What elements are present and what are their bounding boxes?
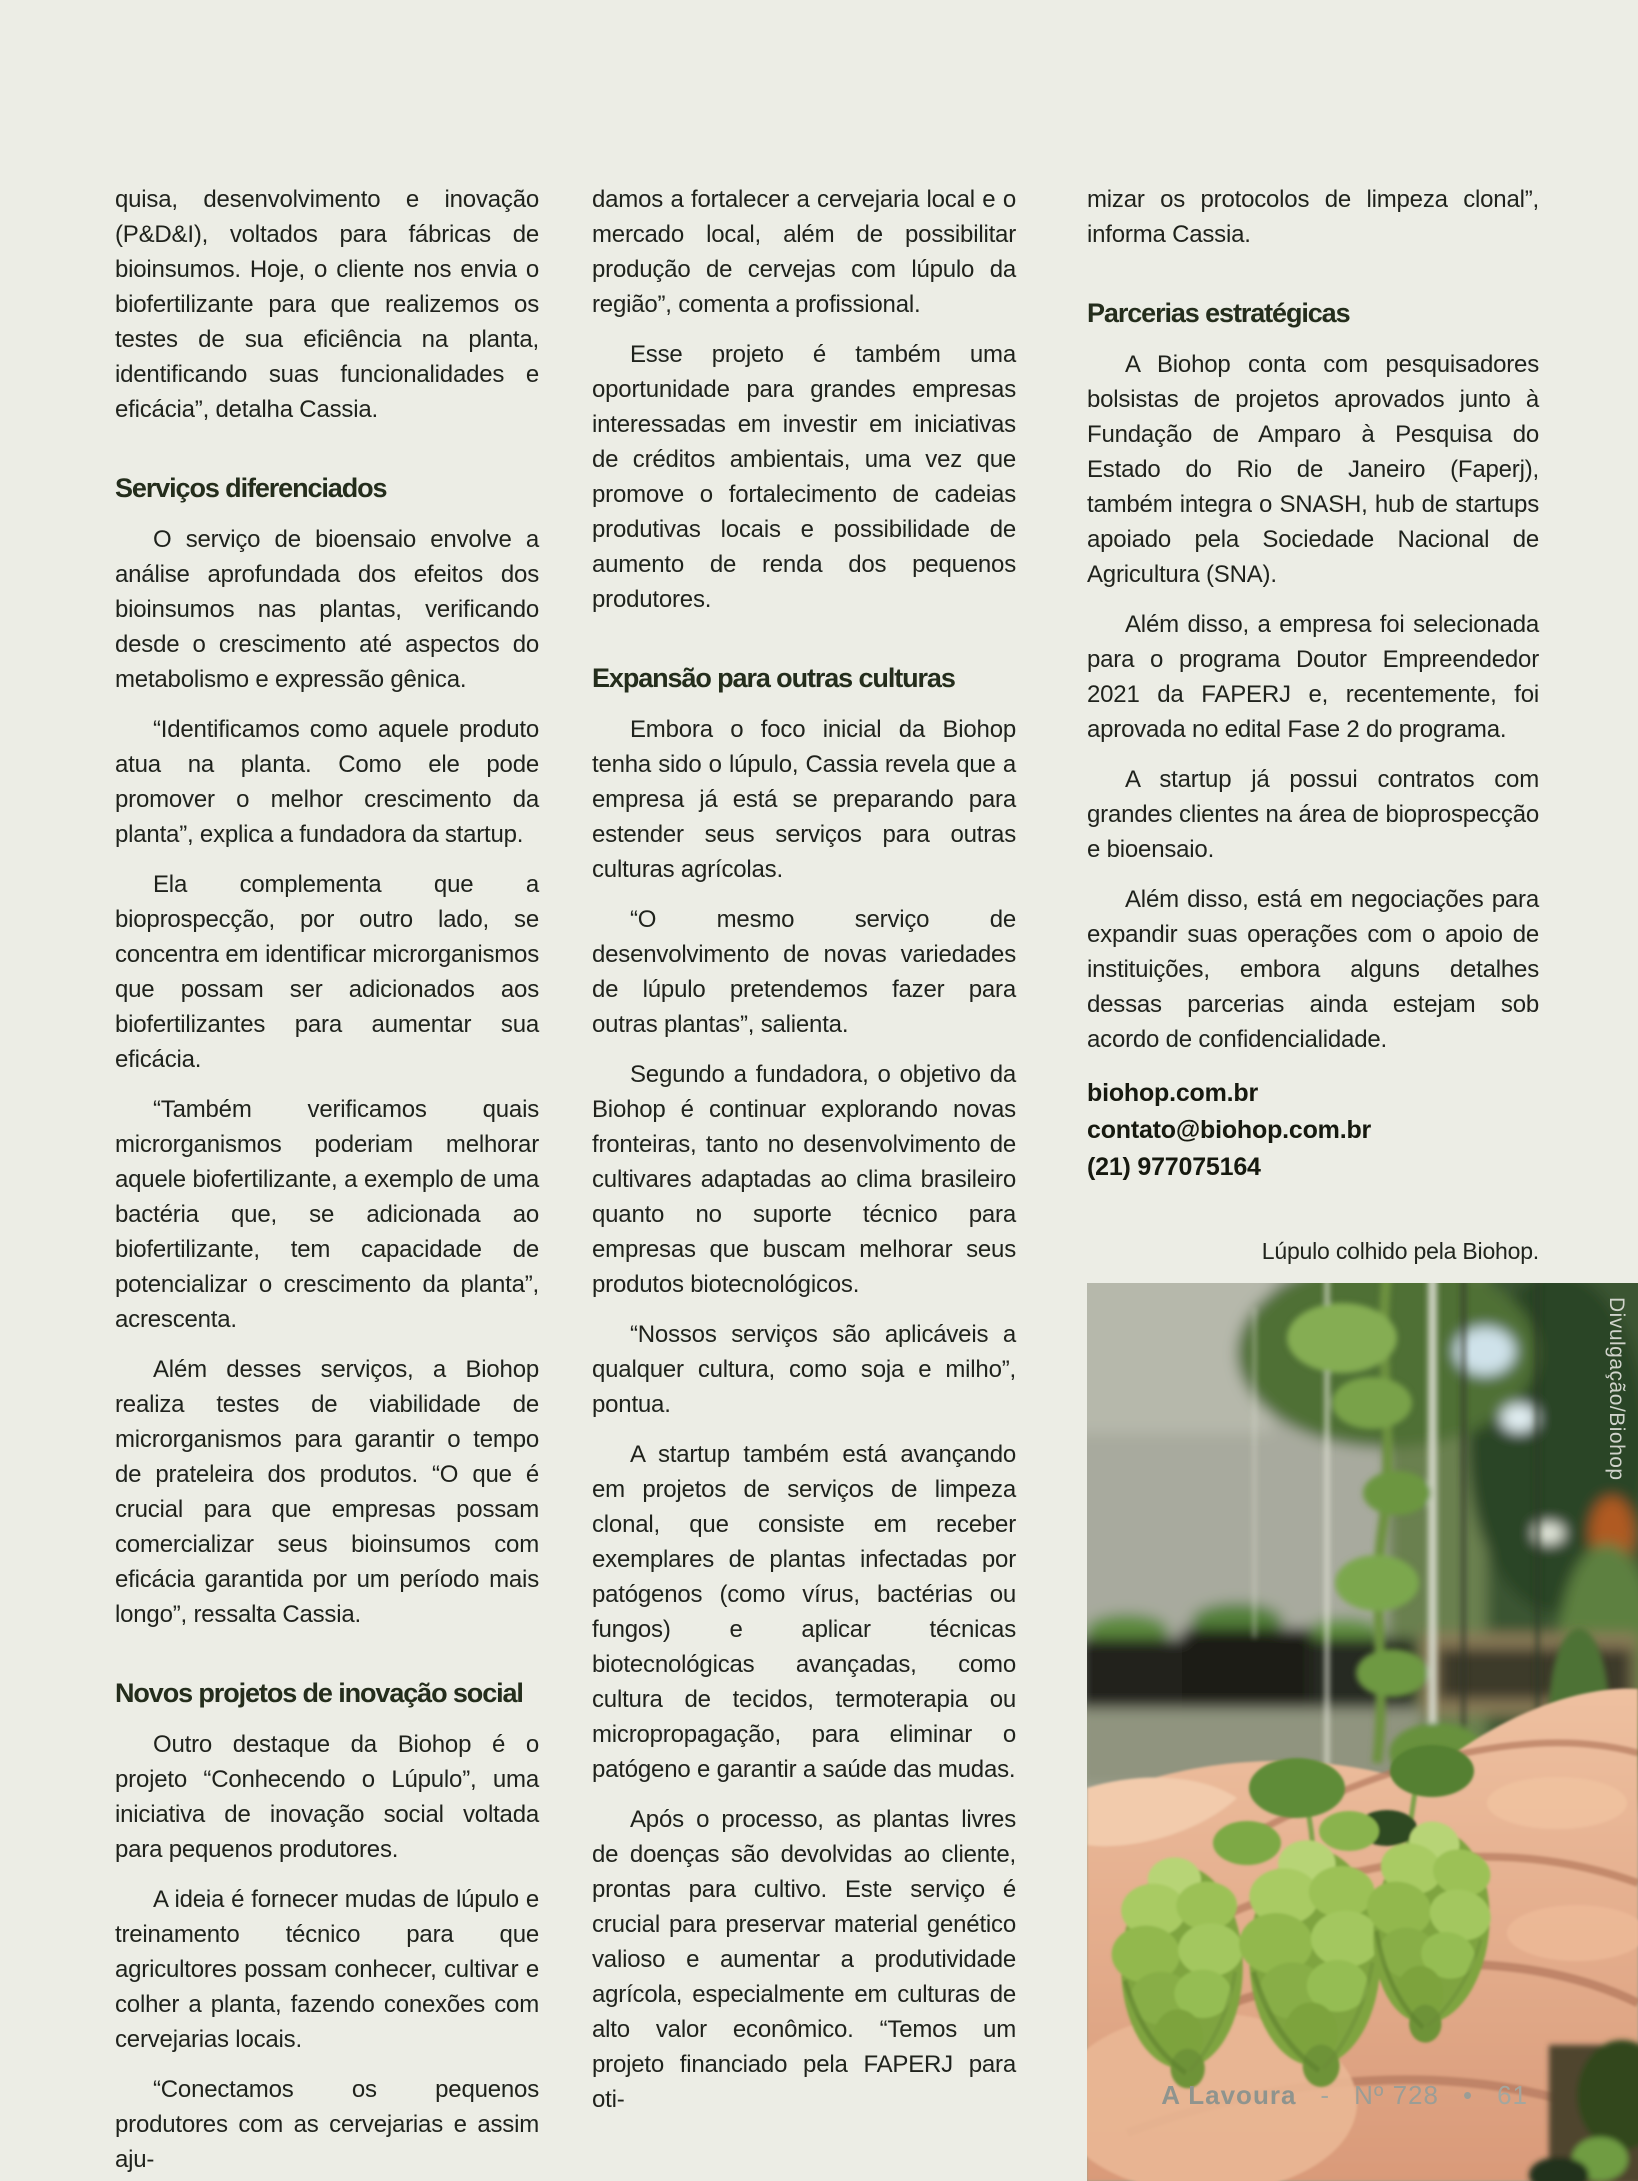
body-paragraph: Além disso, está em negociações para expandir suas operações com o apoio de instituições, embora alguns detalhes dessas parcerias ainda estejam sob acordo de confidencialidade. <box>1087 886 1539 1053</box>
section-heading-expansao: Expansão para outras culturas <box>592 663 955 693</box>
page-number: 61 <box>1497 2080 1528 2110</box>
footer-separator: - <box>1320 2080 1331 2110</box>
body-paragraph: Após o processo, as plantas livres de doenças são devolvidas ao cliente, prontas para cultivo. Este serviço é crucial para preservar material genético valioso e aumentar a produtividade agrícola, especialmente em culturas de alto valor econômico. “Temos um projeto financiado pela FAPERJ para oti- <box>592 1806 1016 2113</box>
body-paragraph: A startup também está avançando em projetos de serviços de limpeza clonal, que consiste em receber exemplares de plantas infectadas por patógenos (como vírus, bactérias ou fungos) e aplicar técnicas biotecnológicas avançadas, como cultura de tecidos, termoterapia ou micropropagação, para eliminar o patógeno e garantir a saúde das mudas. <box>592 1441 1016 1783</box>
body-paragraph: Além disso, a empresa foi selecionada para o programa Doutor Empreendedor 2021 da FAPERJ e, recentemente, foi aprovada no edital Fase 2 do programa. <box>1087 611 1539 743</box>
body-paragraph: mizar os protocolos de limpeza clonal”, informa Cassia. <box>1087 186 1539 248</box>
footer-bullet: • <box>1462 2080 1474 2110</box>
body-paragraph: Esse projeto é também uma oportunidade para grandes empresas interessadas em investir em iniciativas de créditos ambientais, uma vez que promove o fortalecimento de cadeias produtivas locais e possibilidade de aumento de renda dos pequenos produtores. <box>592 341 1016 613</box>
body-paragraph: Embora o foco inicial da Biohop tenha sido o lúpulo, Cassia revela que a empresa já está se preparando para estender seus serviços para outras culturas agrícolas. <box>592 716 1016 883</box>
contact-block <box>1087 1075 1539 1186</box>
hops-photo-illustration <box>1087 1283 1638 2181</box>
body-paragraph: Além desses serviços, a Biohop realiza testes de viabilidade de microrganismos para garantir o tempo de prateleira dos produtos. “O que é crucial para que empresas possam comercializar seus bioinsumos com eficácia garantida por um período mais longo”, ressalta Cassia. <box>115 1356 539 1628</box>
contact-email: contato@biohop.com.br <box>1087 1116 1372 1144</box>
body-paragraph: “Conectamos os pequenos produtores com as cervejarias e assim aju- <box>115 2076 539 2173</box>
body-paragraph: “Nossos serviços são aplicáveis a qualquer cultura, como soja e milho”, pontua. <box>592 1321 1016 1418</box>
section-heading-parcerias: Parcerias estratégicas <box>1087 298 1350 328</box>
photo-caption: Lúpulo colhido pela Biohop. <box>1261 1238 1539 1264</box>
body-paragraph: Ela complementa que a bioprospecção, por outro lado, se concentra em identificar microrganismos que possam ser adicionados aos biofertilizantes para aumentar sua eficácia. <box>115 871 539 1073</box>
page-footer <box>1161 2080 1528 2111</box>
section-heading-novos-projetos: Novos projetos de inovação social <box>115 1678 523 1708</box>
body-paragraph: “O mesmo serviço de desenvolvimento de novas variedades de lúpulo pretendemos fazer para outras plantas”, salienta. <box>592 906 1016 1038</box>
contact-phone: (21) 977075164 <box>1087 1153 1261 1181</box>
column-right <box>1087 182 1539 1186</box>
body-paragraph: Outro destaque da Biohop é o projeto “Conhecendo o Lúpulo”, uma iniciativa de inovação social voltada para pequenos produtores. <box>115 1731 539 1863</box>
body-paragraph: Segundo a fundadora, o objetivo da Biohop é continuar explorando novas fronteiras, tanto no desenvolvimento de cultivares adaptadas ao clima brasileiro quanto no suporte técnico para empresas que buscam melhorar seus produtos biotecnológicos. <box>592 1061 1016 1298</box>
photo-credit: Divulgação/Biohop <box>1605 1297 1628 1481</box>
body-paragraph: A startup já possui contratos com grandes clientes na área de bioprospecção e bioensaio. <box>1087 766 1539 863</box>
section-heading-servicos-diferenciados: Serviços diferenciados <box>115 473 387 503</box>
body-paragraph: A ideia é fornecer mudas de lúpulo e treinamento técnico para que agricultores possam conhecer, cultivar e colher a planta, fazendo conexões com cervejarias locais. <box>115 1886 539 2053</box>
body-paragraph: “Também verificamos quais microrganismos poderiam melhorar aquele biofertilizante, a exemplo de uma bactéria que, se adicionada ao biofertilizante, tem capacidade de potencializar o crescimento da planta”, acrescenta. <box>115 1096 539 1333</box>
body-paragraph: “Identificamos como aquele produto atua na planta. Como ele pode promover o melhor crescimento da planta”, explica a fundadora da startup. <box>115 716 539 848</box>
body-paragraph: quisa, desenvolvimento e inovação (P&D&I), voltados para fábricas de bioinsumos. Hoje, o cliente nos envia o biofertilizante para que realizemos os testes de sua eficiência na planta, identificando suas funcionalidades e eficácia”, detalha Cassia. <box>115 186 539 423</box>
contact-website: biohop.com.br <box>1087 1079 1258 1107</box>
column-left <box>115 182 539 2181</box>
body-paragraph: O serviço de bioensaio envolve a análise aprofundada dos efeitos dos bioinsumos nas plantas, verificando desde o crescimento até aspectos do metabolismo e expressão gênica. <box>115 526 539 693</box>
column-middle <box>592 182 1016 2132</box>
hops-photo <box>1087 1283 1638 2181</box>
issue-number: Nº 728 <box>1354 2080 1439 2110</box>
magazine-name: A Lavoura <box>1161 2080 1297 2110</box>
body-paragraph: A Biohop conta com pesquisadores bolsistas de projetos aprovados junto à Fundação de Amparo à Pesquisa do Estado do Rio de Janeiro (Faperj), também integra o SNASH, hub de startups apoiado pela Sociedade Nacional de Agricultura (SNA). <box>1087 351 1539 588</box>
body-paragraph: damos a fortalecer a cervejaria local e o mercado local, além de possibilitar produção de cervejas com lúpulo da região”, comenta a profissional. <box>592 186 1016 318</box>
